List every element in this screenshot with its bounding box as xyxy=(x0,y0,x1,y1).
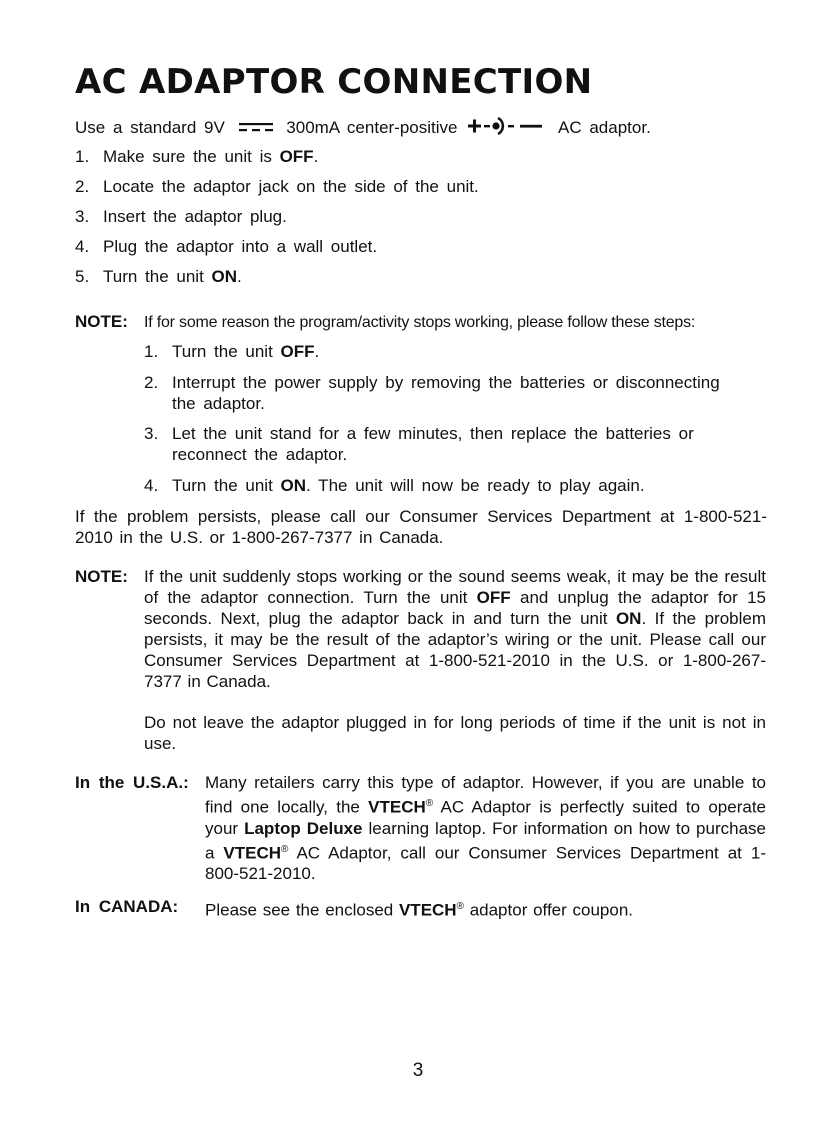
usa-paragraph: Many retailers carry this type of adaptor. However, if you are unable to find one locally, the VTECH® AC Adaptor is perfectly suited to operate your Laptop Deluxe learning laptop. For information on how to purchase a VTECH® AC Adaptor, call our Consumer Services Department at 1-800-521-2010. xyxy=(205,773,766,884)
page-title: AC ADAPTOR CONNECTION xyxy=(75,62,593,102)
usa-label: In the U.S.A.: xyxy=(75,773,189,792)
note-label: NOTE: xyxy=(75,567,128,586)
note-text: If for some reason the program/activity stops working, please follow these steps: xyxy=(144,314,696,331)
list-item: 2. Interrupt the power supply by removing the batteries or disconnecting the adaptor. xyxy=(144,373,720,413)
list-item: 1. Make sure the unit is OFF. xyxy=(75,147,319,166)
persist-paragraph: If the problem persists, please call our Consumer Services Department at 1-800-521-2010 in the U.S. or 1-800-267-7377 in Canada. xyxy=(75,507,767,547)
list-item: 3. Insert the adaptor plug. xyxy=(75,207,287,226)
list-item: 4. Plug the adaptor into a wall outlet. xyxy=(75,237,378,256)
list-item: 2. Locate the adaptor jack on the side of the unit. xyxy=(75,177,479,196)
page-number: 3 xyxy=(412,1060,424,1081)
canada-label: In CANADA: xyxy=(75,897,179,916)
adaptor-spec-line xyxy=(75,116,775,138)
spec-suffix: AC adaptor. xyxy=(558,118,651,137)
list-item: 5. Turn the unit ON. xyxy=(75,267,242,286)
note-paragraph: If the unit suddenly stops working or the sound seems weak, it may be the result of the adaptor connection. Turn the unit OFF and unplug the adaptor for 15 seconds. Next, plug the adaptor back in and turn the unit ON. If the problem persists, it may be the result of the adaptor’s wiring or the unit. Please call our Consumer Services Department at 1-800-521-2010 in the U.S. or 1-800-267-7377 in Canada. xyxy=(144,567,767,691)
dc-symbol-icon xyxy=(239,123,273,133)
note-label: NOTE: xyxy=(75,312,128,331)
list-item: 3. Let the unit stand for a few minutes, then replace the batteries or reconnect the adaptor. xyxy=(144,424,694,464)
spec-middle: 300mA center-positive xyxy=(286,118,458,137)
note-paragraph: Do not leave the adaptor plugged in for long periods of time if the unit is not in use. xyxy=(144,713,766,753)
center-positive-polarity-icon xyxy=(467,116,545,136)
canada-paragraph: Please see the enclosed VTECH® adaptor offer coupon. xyxy=(205,900,634,920)
list-item: 4. Turn the unit ON. The unit will now be ready to play again. xyxy=(144,476,645,495)
spec-prefix: Use a standard 9V xyxy=(75,118,225,137)
list-item: 1. Turn the unit OFF. xyxy=(144,342,320,361)
